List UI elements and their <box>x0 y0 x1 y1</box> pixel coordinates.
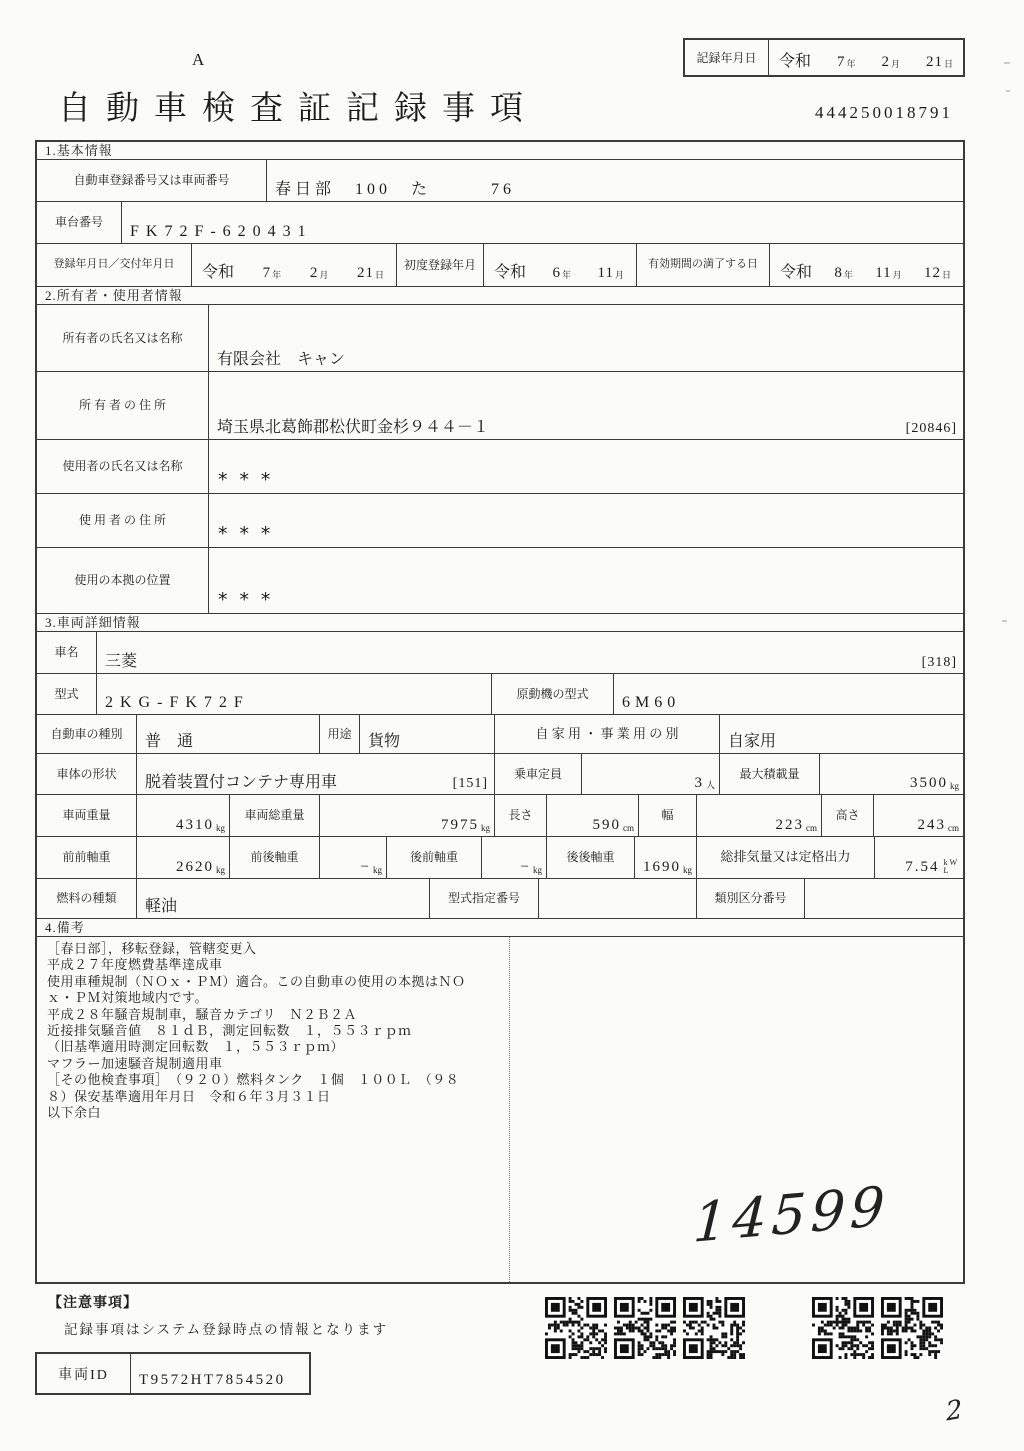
length-number: 590 <box>592 817 621 833</box>
registration-date-label: 登録年月日／交付年月日 <box>37 244 192 286</box>
gross-weight-number: 7975 <box>441 817 479 833</box>
height-number: 243 <box>917 817 946 833</box>
vehicle-weight-value <box>137 795 230 836</box>
section-heading-basic: 1.基本情報 <box>37 142 963 160</box>
year-unit: 年 <box>843 270 853 280</box>
row-model <box>37 674 963 715</box>
base-location-label: 使用の本拠の位置 <box>37 548 209 613</box>
capacity-number: 3 <box>694 775 704 791</box>
first-reg-month: 11 <box>597 265 614 281</box>
body-shape-value <box>137 754 495 794</box>
model-label: 型式 <box>37 674 97 714</box>
row-base-location <box>37 548 963 614</box>
kg-unit: kg <box>216 823 225 833</box>
fuel-label: 燃料の種類 <box>37 879 137 918</box>
remarks-line: マフラー加速騒音規制適用車 <box>47 1055 223 1071</box>
section-heading-remarks: 4.備考 <box>37 919 963 937</box>
first-registration-value <box>484 244 637 286</box>
cm-unit: cm <box>948 823 959 833</box>
row-kind-use <box>37 715 963 754</box>
vehicle-id-box <box>35 1352 311 1395</box>
vehicle-weight-number: 4310 <box>176 817 214 833</box>
scan-artifact <box>1004 62 1010 64</box>
gross-weight-value <box>320 795 495 836</box>
row-user-name <box>37 440 963 494</box>
month-unit: 月 <box>892 270 902 280</box>
row-registration-number <box>37 160 963 202</box>
type-cert-label: 型式指定番号 <box>430 879 539 918</box>
type-cert-value <box>539 879 697 918</box>
remarks-line: ８）保安基準適用年月日 令和６年３月３１日 <box>47 1088 331 1104</box>
remarks-text-area <box>37 937 510 1282</box>
year-unit: 年 <box>272 270 282 280</box>
reg-day: 21 <box>356 265 374 281</box>
reg-year: 7 <box>262 265 272 281</box>
cm-unit: cm <box>623 823 634 833</box>
car-name-label: 車名 <box>37 632 97 673</box>
expiry-year: 8 <box>834 265 843 281</box>
cm-unit: cm <box>806 823 817 833</box>
section-heading-vehicle: 3.車両詳細情報 <box>37 614 963 632</box>
qr-code-icon <box>545 1297 607 1359</box>
car-name-value <box>97 632 963 673</box>
max-load-value <box>820 754 963 794</box>
day-unit: 日 <box>374 270 384 280</box>
power-value <box>875 837 963 878</box>
reg-month: 2 <box>309 265 319 281</box>
kg-unit: kg <box>373 865 382 875</box>
qr-code-group-left <box>545 1297 745 1359</box>
axle-fr-label: 前後軸重 <box>230 837 320 878</box>
remarks-line: ｘ・ＰＭ対策地域内です。 <box>47 990 208 1006</box>
user-address-value: *** <box>217 523 282 545</box>
row-car-name <box>37 632 963 674</box>
car-name-code: [318] <box>921 655 957 670</box>
base-location-value: *** <box>217 589 282 611</box>
remarks-line: 使用車種規制（ＮＯｘ・ＰＭ）適合。この自動車の使用の本拠はＮＯ <box>47 973 466 989</box>
owner-address-text: 埼玉県北葛飾郡松伏町金杉９４４－１ <box>217 419 490 436</box>
ownership-value: 自家用 <box>728 733 777 750</box>
expiry-date-value <box>770 244 963 286</box>
record-year: 7 <box>836 54 846 70</box>
kg-unit: kg <box>950 781 959 791</box>
row-owner-address <box>37 372 963 440</box>
vehicle-id-label: 車両ID <box>37 1354 131 1393</box>
user-name-label: 使用者の氏名又は名称 <box>37 440 209 493</box>
record-date-label: 記録年月日 <box>685 40 769 75</box>
model-value: 2KG-FK72F <box>97 674 492 714</box>
registration-number-value: 春日部 100 た 76 <box>275 181 516 198</box>
class-number-label: 類別区分番号 <box>697 879 805 918</box>
day-unit: 日 <box>943 59 953 69</box>
row-axle-weights <box>37 837 963 879</box>
height-value <box>874 795 963 836</box>
remarks-line: 平成２７年度燃費基準達成車 <box>47 957 223 973</box>
qr-code-icon <box>683 1297 745 1359</box>
chassis-number-label: 車台番号 <box>37 202 122 243</box>
remarks-line: 平成２８年騒音規制車，騒音カテゴリ Ｎ２Ｂ２Ａ <box>47 1006 357 1022</box>
axle-rf-value <box>482 837 547 878</box>
liter-unit: L <box>943 866 951 875</box>
gross-weight-label: 車両総重量 <box>230 795 320 836</box>
body-shape-text: 脱着装置付コンテナ専用車 <box>145 774 338 791</box>
expiry-day: 12 <box>923 265 941 281</box>
notice-heading: 【注意事項】 <box>48 1296 138 1311</box>
remarks-line: ［春日部］，移転登録，管轄変更入 <box>47 941 257 956</box>
document-number: 444250018791 <box>815 103 953 122</box>
record-day: 21 <box>925 54 943 70</box>
notice-text: 記録事項はシステム登録時点の情報となります <box>64 1322 389 1337</box>
width-value <box>697 795 822 836</box>
month-unit: 月 <box>319 270 329 280</box>
record-date-value <box>769 40 963 75</box>
vehicle-weight-label: 車両重量 <box>37 795 137 836</box>
vehicle-id-value: T9572HT7854520 <box>139 1372 286 1388</box>
row-owner-name <box>37 305 963 372</box>
axle-rf-number: − <box>520 859 531 875</box>
owner-address-value <box>209 372 963 439</box>
year-unit: 年 <box>846 59 856 69</box>
owner-address-code: [20846] <box>905 421 957 436</box>
fuel-value: 軽油 <box>137 879 430 918</box>
corner-label: A <box>192 50 205 69</box>
class-number-value <box>805 879 963 918</box>
qr-code-icon <box>812 1297 874 1359</box>
era-text: 令和 <box>779 53 812 70</box>
use-value: 貨物 <box>360 715 495 753</box>
month-unit: 月 <box>890 59 900 69</box>
section-heading-owner: 2.所有者・使用者情報 <box>37 287 963 305</box>
era-text: 令和 <box>780 264 813 281</box>
owner-address-label: 所 有 者 の 住 所 <box>37 372 209 439</box>
row-fuel <box>37 879 963 919</box>
vehicle-kind-value: 普 通 <box>137 715 320 753</box>
car-name-text: 三菱 <box>105 653 138 670</box>
first-reg-year: 6 <box>552 265 562 281</box>
user-name-value: *** <box>217 469 282 491</box>
row-user-address <box>37 494 963 548</box>
kg-unit: kg <box>481 823 490 833</box>
chassis-number-value: FK72F-620431 <box>130 223 313 240</box>
era-text: 令和 <box>494 264 527 281</box>
axle-ff-number: 2620 <box>176 859 214 875</box>
kg-unit: kg <box>216 865 225 875</box>
engine-model-label: 原動機の型式 <box>492 674 614 714</box>
height-label: 高さ <box>822 795 874 836</box>
registration-date-value <box>192 244 397 286</box>
record-date-box <box>683 38 965 77</box>
kw-liter-unit <box>943 859 959 876</box>
person-unit: 人 <box>705 780 715 790</box>
registration-number-label: 自動車登録番号又は車両番号 <box>37 160 267 201</box>
capacity-value <box>582 754 720 794</box>
ownership-label: 自 家 用 ・ 事 業 用 の 別 <box>495 715 720 753</box>
first-registration-label: 初度登録年月 <box>397 244 484 286</box>
length-value <box>547 795 639 836</box>
scan-artifact <box>1006 90 1010 92</box>
user-address-label: 使 用 者 の 住 所 <box>37 494 209 547</box>
capacity-label: 乗車定員 <box>495 754 582 794</box>
row-body-shape <box>37 754 963 795</box>
axle-rr-number: 1690 <box>643 859 681 875</box>
remarks-line: ［その他検査事項］ （９２０）燃料タンク １個 １００Ｌ （９８ <box>47 1072 460 1088</box>
row-chassis-number <box>37 202 963 244</box>
max-load-label: 最大積載量 <box>720 754 820 794</box>
qr-code-group-right <box>812 1297 943 1359</box>
kg-unit: kg <box>683 865 692 875</box>
axle-rr-value <box>635 837 697 878</box>
record-month: 2 <box>881 54 890 70</box>
day-unit: 日 <box>941 270 951 280</box>
axle-rf-label: 後前軸重 <box>387 837 482 878</box>
qr-code-icon <box>614 1297 676 1359</box>
axle-rr-label: 後後軸重 <box>547 837 635 878</box>
owner-name-label: 所有者の氏名又は名称 <box>37 305 209 371</box>
expiry-date-label: 有効期間の満了する日 <box>637 244 770 286</box>
kw-unit: kW <box>943 858 959 867</box>
page-title: 自動車検査証記録事項 <box>58 91 538 127</box>
expiry-month: 11 <box>875 265 892 281</box>
width-label: 幅 <box>639 795 697 836</box>
power-number: 7.54 <box>905 859 940 875</box>
row-dates <box>37 244 963 287</box>
handwritten-number: 14599 <box>691 1174 892 1255</box>
year-unit: 年 <box>562 270 572 280</box>
width-number: 223 <box>775 817 804 833</box>
axle-ff-value <box>137 837 230 878</box>
axle-fr-value <box>320 837 387 878</box>
remarks-line: 近接排気騒音値 ８１ｄＢ，測定回転数 １，５５３ｒｐｍ <box>47 1023 412 1039</box>
era-text: 令和 <box>202 264 235 281</box>
max-load-number: 3500 <box>910 775 948 791</box>
scan-artifact <box>1002 620 1007 622</box>
owner-name-value: 有限会社 キャン <box>217 351 346 368</box>
body-shape-label: 車体の形状 <box>37 754 137 794</box>
axle-ff-label: 前前軸重 <box>37 837 137 878</box>
month-unit: 月 <box>614 270 624 280</box>
power-label: 総排気量又は定格出力 <box>697 837 875 878</box>
remarks-line: 以下余白 <box>47 1105 102 1121</box>
kg-unit: kg <box>533 865 542 875</box>
row-weights-dimensions <box>37 795 963 837</box>
main-table <box>35 140 965 1284</box>
qr-code-icon <box>881 1297 943 1359</box>
handwritten-page-number: 2 <box>945 1394 964 1428</box>
remarks-line: （旧基準適用時測定回転数 １，５５３ｒｐｍ） <box>47 1039 345 1055</box>
use-label: 用途 <box>320 715 360 753</box>
axle-fr-number: − <box>360 859 371 875</box>
vehicle-kind-label: 自動車の種別 <box>37 715 137 753</box>
length-label: 長さ <box>495 795 547 836</box>
engine-model-value: 6M60 <box>622 694 681 711</box>
body-shape-code: [151] <box>452 776 488 791</box>
